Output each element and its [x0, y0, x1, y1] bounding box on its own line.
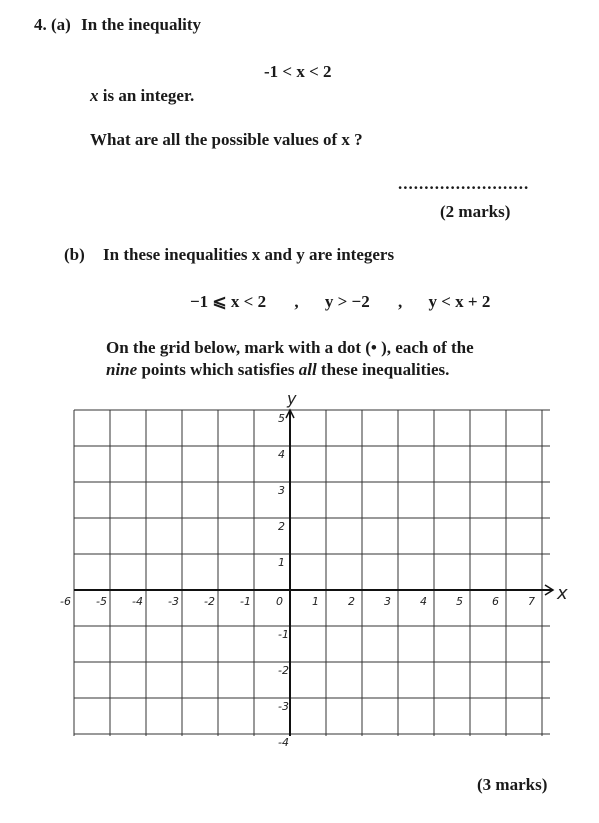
- x-tick-labels: [60, 595, 535, 608]
- part-b-instruction-line1: On the grid below, mark with a dot (• ), each of the: [106, 338, 474, 357]
- inequality-1: −1 ⩽ x < 2: [190, 292, 267, 311]
- part-a-intro: In the inequality: [81, 15, 202, 34]
- x-tick-label: -4: [132, 595, 143, 608]
- instruction-end: these inequalities.: [320, 360, 450, 379]
- x-tick-label: -1: [240, 595, 251, 608]
- y-tick-label: -4: [278, 736, 289, 749]
- x-tick-label: 7: [528, 595, 535, 608]
- part-b-marks: (3 marks): [477, 775, 548, 794]
- y-tick-label: -3: [278, 700, 289, 713]
- y-axis-label: y: [287, 389, 297, 408]
- separator-2: ,: [398, 292, 403, 311]
- instruction-mid: points which satisfies: [141, 360, 295, 379]
- x-tick-label: 6: [492, 595, 499, 608]
- inequality-2: y > −2: [324, 292, 370, 311]
- part-a-inequality: -1 < x < 2: [264, 62, 332, 81]
- x-tick-label: -6: [60, 595, 71, 608]
- x-tick-label: 5: [456, 595, 463, 608]
- part-a-condition-var: x: [90, 86, 99, 105]
- y-tick-label: -2: [278, 664, 289, 677]
- emphasis-all: all: [298, 360, 317, 379]
- x-tick-label: -3: [168, 595, 179, 608]
- x-axis-label: x: [557, 583, 568, 604]
- part-a-prompt: What are all the possible values of x ?: [90, 130, 363, 149]
- y-tick-label: 2: [278, 520, 285, 533]
- emphasis-nine: nine: [106, 360, 138, 379]
- grid-lines: [74, 410, 550, 736]
- x-tick-label: 1: [312, 595, 319, 608]
- x-tick-label: 4: [420, 595, 427, 608]
- y-tick-label: 1: [278, 556, 285, 569]
- question-number: 4.: [34, 15, 47, 34]
- separator-1: ,: [294, 292, 299, 311]
- part-a-condition-text: is an integer.: [102, 86, 195, 105]
- y-tick-label: 3: [278, 484, 285, 497]
- part-b-label: (b): [64, 245, 85, 264]
- x-tick-label: -2: [204, 595, 215, 608]
- x-tick-label: -5: [96, 595, 107, 608]
- part-a-marks: (2 marks): [440, 202, 511, 221]
- x-tick-label: 2: [348, 595, 355, 608]
- part-a-label: (a): [51, 15, 71, 34]
- x-tick-label: 0: [276, 595, 283, 608]
- part-b-intro: In these inequalities x and y are integers: [103, 245, 395, 264]
- inequality-3: y < x + 2: [428, 292, 491, 311]
- x-tick-label: 3: [384, 595, 391, 608]
- y-tick-label: -1: [278, 628, 289, 641]
- y-tick-label: 5: [278, 412, 285, 425]
- y-tick-label: 4: [278, 448, 285, 461]
- answer-line[interactable]: .........................: [398, 174, 530, 193]
